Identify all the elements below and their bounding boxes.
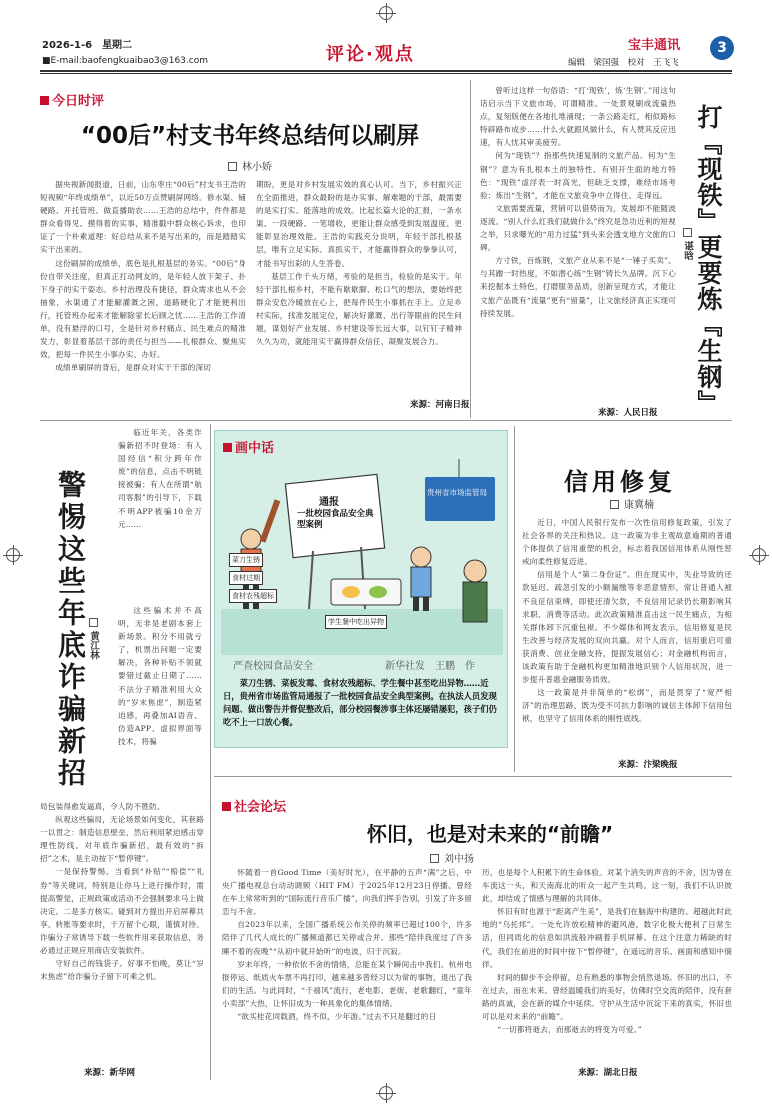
hanging-sign [425,477,495,521]
article5-title: 怀旧，也是对未来的“前瞻” [366,822,614,846]
masthead [40,32,732,70]
article5-source: 来源：湖北日报 [578,1068,638,1078]
header-divider [40,70,732,72]
article4-byline: 康冀楠 [610,496,654,511]
article1-col2: 期盼，更是对乡村发展实效的真心认可。当下，乡村振兴正在全面推进，群众最盼的是办实事、解难题的干部，最需要的是实打实、能落地的成效。比起长篇大论的汇报，一条水渠、一段硬路、一笔增收，更能让群众感受到发展温度、更能彰显治理效能。王浩的实践充分说明，年轻干部扎根基层，唯有立足实际、真抓实干，才能赢得群众的拳拳认可，才能书写出彩的人生答卷。 基层工作千头万绪，考验的是担当，检验的是实干。年轻干部扎根乡村，不能有歇歇脚、松口气的想法，要始终把群众安危冷暖放在心上，把每件民生小事抓在手上。立足乡村实际，找准发展定位，解决好灌溉、出行等眼前的民生问题，谋划好产业发展、乡村建设等长远大事，以钉钉子精神久久为功，就能用实干赢得群众信任、凝聚发展合力。 [256,180,462,347]
divider-v3 [514,426,515,772]
column-label-today: 今日时评 [40,90,104,109]
tag-expired-food: 食材过期 [229,571,263,585]
article2-byline: 谌晗 [680,228,694,260]
registration-mark-bottom [379,1086,393,1100]
article5-col1: 怀随着一首Good Time（美好时光），在平静的五声“满”之后，中央广播电视总台动动调频（HIT FM）于2025年12月23日停播。曾经在车上常常听到的“国际流行音乐广播”，向我们挥手告别，引发了许多留恋与不舍。 自2023年以来，全国广播系统公布关停的频率已超过100个，许多陪伴了几代人成长的广播频道都已关停或合并。那些“陪伴我度过了许多睡不着的夜晚”“从初中就开始听”的电波，归于沉寂。 岁末年终，一种依依不舍的情绪，总能在某个瞬间击中我们。杭州电报停运、纸质火车票不再打印，越来越多曾经习以为常的事物，退出了我们的生活。与此同时，“千禧风”流行，老电影、老街、老歌翻红，“童年小卖部”大热，让怀旧成为一种具象化的集体情绪。 “欲买桂花同载酒，终不似，少年游。”过去不只是翻过的日 [222,868,472,1022]
tag-foreign-object: 学生餐中吃出异物 [325,615,387,629]
article3-title: 警惕这些年底诈骗新招 [54,470,87,790]
child-figure-2 [411,547,431,611]
cartoon-description: 菜刀生锈、菜板发霉、食材农残超标、学生餐中甚至吃出异物……近日，贵州省市场监管局通报了一批校园食品安全典型案例。在执法人员发现问题、做出警告并督促整改后，部分校园餐涉事主体还屡错屡犯，孩子们仍吃不上一口放心餐。 [223,678,497,727]
article2-body: 曾听过这样一句俗语：“打‘现铁’，炼‘生钢’。”用这句话启示当下文旅市场，可谓精准。一处景观刷成流量热点，复刻版便在各地扎堆涌现；一条公路走红，相似路标特辟路布成步……什么火就跟风做什么，有人赞其反应迅速，有人忧其审美疲劳。 何为“现铁”？指那些快速复制的文旅产品。何为“生钢”？意为有扎根本土的独特性、有别开生面的地方特色：“现铁”虚浮表一时高光，但缺乏支撑，难经市场考验；炼出“生钢”，才能在文旅竞争中立得住、走得远。 文旅需要流量，营销可以借势而为，发展却不能随波逐流。“别人什么红我们就做什么”终究是急功近利的短视之举，只求曝光的“用力过猛”到头来会透支地方文旅的口碑。 方寸铁，百炼钢，文旅产业从来不是“一锤子买卖”。与其蹭一时热度，不如潜心练“生钢”铸长久品牌。沉下心来挖掘本土特色，打磨服务品质，创新呈现方式，才能让文旅产品既有“流量”更有“留量”，让文旅经济真正实现可持续发展。 [480,86,676,318]
cartoon-caption-left: 严查校园食品安全 [233,661,313,672]
cartoon-panel [214,430,508,748]
page-number-badge: 3 [710,36,734,60]
article1-byline: 林小娇 [0,158,500,173]
registration-mark-left [6,548,20,562]
article3-mid-right: 这些骗术并不高明，无非是老剧本套上新场景。积分不用就亏了，机票出问题一定要解决，各种补贴不领就要错过截止日期了……不法分子精准利用大众的“岁末焦虑”，制造紧迫感，再叠加AI语音、仿造APP、虚拟界面等技术，将骗 [118,606,202,746]
article2-source: 来源：人民日报 [598,408,658,418]
article5-byline: 刘中扬 [430,850,474,865]
article1-col1: 据央视新闻报道，日前，山东枣庄“00后”村支书王浩的短视频“年终成绩单”，以近50万点赞刷屏网络。修水渠、铺硬路、开托管班、做直播助农……王浩的总结中，件件都是群众看得见、摸得着的实事，精准戳中群众核心诉求，也印证了一个朴素道理：好总结从来不是写出来的，而是踏踏实实干出来的。 这份刷屏的成绩单，底色是扎根基层的务实。“00后”身份自带关注度，但真正打动网友的，是年轻人放下架子、扑下身子的实干姿态。乡村治理没有捷径，群众需求也从不会抽象，水渠通了才能解灌溉之困，道路硬化了才能便利出行，托管班办起来才能解除家长后顾之忧……王浩的工作清单，没有悬浮的口号，全是针对乡村痛点、民生难点的精准发力，彰显着基层干部的责任与担当——扎根群众、聚焦实效，把每一件民生小事办实、办好。 成绩单刷屏的背后，是群众对实干干部的深切 [40,180,246,373]
section-title: 评论·观点 [326,44,415,65]
article2-title: 打『现铁』更要炼『生钢』 [694,104,723,416]
article3-byline: 黄江林 [86,618,100,660]
editor-line: 编辑 梁国强 校对 王飞飞 [568,58,679,68]
article4-title: 信用修复 [564,468,676,496]
article4-body: 近日，中国人民银行发布一次性信用修复政策，引发了社会各界的关注和热议。这一政策为非主观故意逾期的普通个体提供了信用重塑的机会，标志着我国信用体系从刚性惩戒向柔性修复迈进。 信用是个人“第二身份证”。但在现实中，失业导致的还款延迟、疏忽引发的小额漏缴等非恶意情形，常让普通人被不良征信束缚，即使还清欠款，不良信用记录仍长期影响其求职、消费等活动。此次政策精准直击这一民生痛点，为相关群体卸下沉重包袱。不少媒体和网友表示，信用修复是民生改善与经济发展的双向共赢。对个人而言，信用重启可重获消费、创业金融支持，提振发展信心；对金融机构而言，该政策有助于金融机构更加精准地识别个人信用状况，进一步提升普惠金融服务质效。 这一政策是并非简单的“松绑”，而是贯穿了“宽严相济”的治理思路，既为受不可抗力影响的诚信主体卸下信用包袱，也坚守了信用体系的刚性底线。 [522,518,732,724]
rusty-knife [260,499,281,542]
sign-text: 贵州省市场监管局 [427,488,487,497]
article3-top-right: 临近年关，各类诈骗新招不时登场：有人国经信“积分跨年作废”的信息，点击不明链接被骗；有人在所谓“航司客服”的引导下，下载不明APP被骗10余万元…… [118,428,202,529]
divider-h1 [40,420,732,421]
tag-rusty-knife: 菜刀生锈 [229,553,263,567]
email: ■E-mail:baofengkuaibao3@163.com [42,56,208,66]
registration-mark-right [752,548,766,562]
article3-source: 来源：新华网 [84,1068,136,1078]
article4-source: 来源：汴梁晚报 [618,760,678,770]
date: 2026-1-6 星期二 [42,40,133,51]
teacher-figure [463,560,487,622]
header-divider-thin [40,73,732,74]
paper-name: 宝丰通讯 [628,38,681,53]
board-subtitle: 一批校园食品安全典型案例 [297,509,374,530]
divider-h2 [214,776,732,777]
cartoon-caption-right: 新华社发 王鹏 作 [385,661,475,672]
divider-v1 [470,80,471,418]
divider-v2 [210,424,211,1080]
article1-title: “00后”村支书年终总结何以刷屏 [80,123,420,149]
article3-body: 局包装得愈发逼真，令人防不胜防。 纵观这些骗局，无论场景如何变化，其套路一以贯之：制造信息壁垒，然后利用紧迫感击穿理性防线。对年底诈骗新招，最有效的“拆招”之术，是主动按下“暂停键”。 一是保持警惕。当看到“补贴”“赔偿”“礼券”等关键词，特别是让你马上进行操作时，需提高警觉，正规政策或活动不会强制要求马上做决定。二是多方核实。碰到对方提出开启屏幕共享、转账等要求时，千万留个心眼，谨慎对待。诈骗分子常诱导下载一些软件用来获取信息，务必通过正规应用商店安装软件。 守好自己的钱袋子。好事不怕晚，莫让“岁末焦虑”给诈骗分子留下可乘之机。 [40,802,204,982]
column-label-cartoon: 画中话 [223,437,274,456]
column-label-forum: 社会论坛 [222,796,286,815]
article5-col2: 历，也是每个人积累下的生命体验。对某个消失的声音的不舍，因为曾在车流这一头，和天南海北的听众一起产生共鸣。这一刻，我们不认识彼此，却结成了情感与理解的共同体。 怀旧有时也源于“距离产生美”，是我们在脑海中构建的、超越此时此地的“乌托邦”。一处允许放松精神的避风港。数字化极大便利了日常生活，但同质化的信息如洪流般冲刷着手机屏幕。在这个注意力稀缺的时代，我们在前进的时间中按下“暂停键”，在遥远的音乐、画面和感知中徜徉。 时间的脚步不会停留，总有熟悉的事物会悄然退场。怀旧的出口，不在过去，而在未来。曾经温暖我们的美好，仿佛时空交流的陪伴，没有套路的真诚，会在新的媒介中延续。守护从生活中沉淀下来的真实，怀旧也可以是对未来的“前瞻”。 “一切都将逝去，而那逝去的将变为可爱。” [482,868,732,1035]
board-leg-left [309,551,313,609]
board-title: 通报 [319,497,339,508]
registration-mark-top [379,6,393,20]
tag-pesticide: 食材农残超标 [229,589,277,603]
food-tray [331,579,401,605]
article1-source: 来源：河南日报 [410,400,470,410]
